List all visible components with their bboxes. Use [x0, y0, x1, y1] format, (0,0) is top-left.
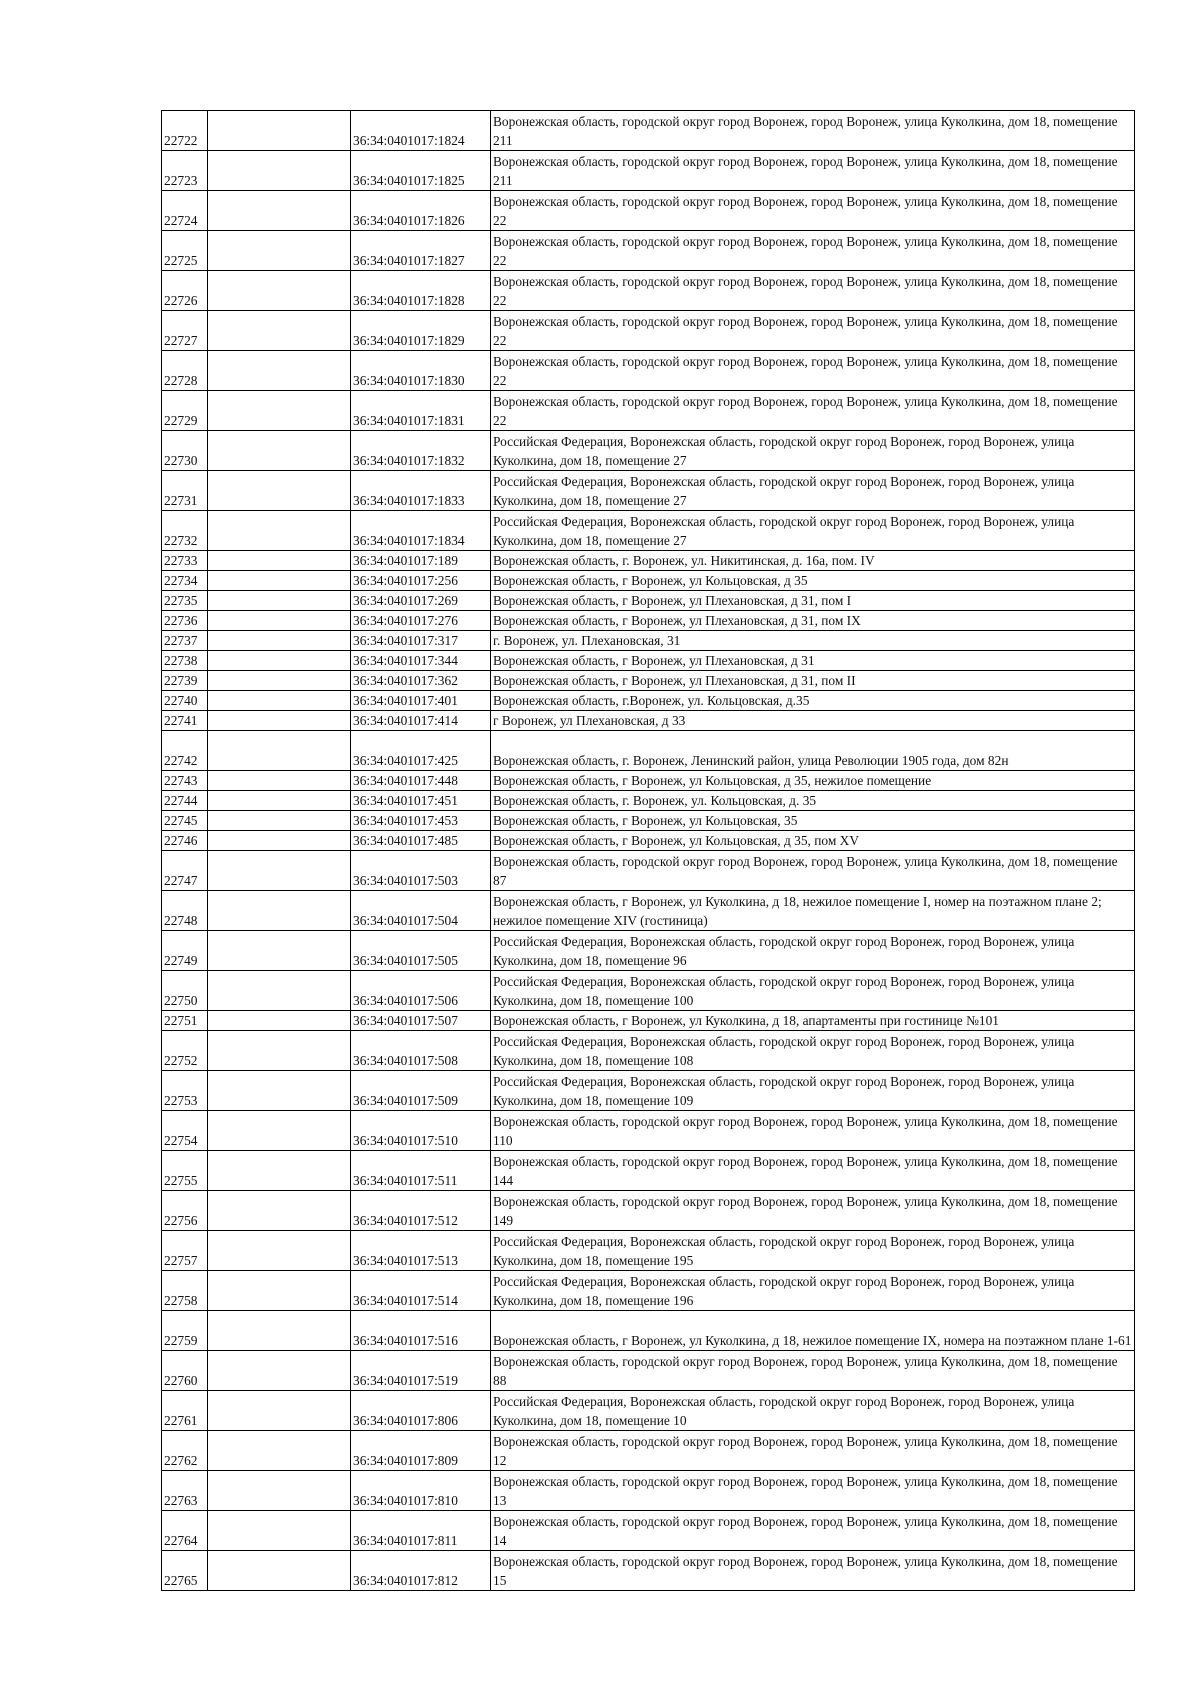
cadastral-number-cell: 36:34:0401017:510 — [351, 1111, 491, 1151]
address-cell: Воронежская область, городской округ город Воронеж, город Воронеж, улица Куколкина, дом 18, помещение 211 — [491, 151, 1135, 191]
cadastral-number-cell: 36:34:0401017:1830 — [351, 351, 491, 391]
cadastral-number-cell: 36:34:0401017:1827 — [351, 231, 491, 271]
cadastral-number-cell: 36:34:0401017:256 — [351, 571, 491, 591]
empty-cell — [208, 931, 351, 971]
address-cell: Воронежская область, городской округ город Воронеж, город Воронеж, улица Куколкина, дом 18, помещение 22 — [491, 231, 1135, 271]
empty-cell — [208, 971, 351, 1011]
registry-table-body — [162, 111, 1135, 1591]
cadastral-number-cell: 36:34:0401017:1829 — [351, 311, 491, 351]
row-number-cell: 22725 — [162, 231, 208, 271]
empty-cell — [208, 1031, 351, 1071]
row-number-cell: 22764 — [162, 1511, 208, 1551]
address-cell: Российская Федерация, Воронежская область, городской округ город Воронеж, город Воронеж, улица Куколкина, дом 18, помещение 109 — [491, 1071, 1135, 1111]
cadastral-number-cell: 36:34:0401017:503 — [351, 851, 491, 891]
table-row — [162, 651, 1135, 671]
empty-cell — [208, 191, 351, 231]
row-number-cell: 22756 — [162, 1191, 208, 1231]
address-cell: Российская Федерация, Воронежская область, городской округ город Воронеж, город Воронеж, улица Куколкина, дом 18, помещение 96 — [491, 931, 1135, 971]
address-cell: Воронежская область, г Воронеж, ул Плехановская, д 31, пом I — [491, 591, 1135, 611]
row-number-cell: 22722 — [162, 111, 208, 151]
empty-cell — [208, 1071, 351, 1111]
table-row — [162, 1111, 1135, 1151]
row-number-cell: 22742 — [162, 731, 208, 771]
row-number-cell: 22753 — [162, 1071, 208, 1111]
cadastral-number-cell: 36:34:0401017:451 — [351, 791, 491, 811]
row-number-cell: 22752 — [162, 1031, 208, 1071]
table-row — [162, 311, 1135, 351]
cadastral-number-cell: 36:34:0401017:514 — [351, 1271, 491, 1311]
table-row — [162, 1011, 1135, 1031]
cadastral-number-cell: 36:34:0401017:504 — [351, 891, 491, 931]
table-row — [162, 351, 1135, 391]
empty-cell — [208, 651, 351, 671]
empty-cell — [208, 351, 351, 391]
table-row — [162, 271, 1135, 311]
empty-cell — [208, 1191, 351, 1231]
row-number-cell: 22724 — [162, 191, 208, 231]
empty-cell — [208, 811, 351, 831]
row-number-cell: 22723 — [162, 151, 208, 191]
cadastral-number-cell: 36:34:0401017:1828 — [351, 271, 491, 311]
row-number-cell: 22750 — [162, 971, 208, 1011]
address-cell: Воронежская область, городской округ город Воронеж, город Воронеж, улица Куколкина, дом 18, помещение 144 — [491, 1151, 1135, 1191]
empty-cell — [208, 1471, 351, 1511]
empty-cell — [208, 631, 351, 651]
cadastral-number-cell: 36:34:0401017:812 — [351, 1551, 491, 1591]
row-number-cell: 22744 — [162, 791, 208, 811]
row-number-cell: 22736 — [162, 611, 208, 631]
cadastral-number-cell: 36:34:0401017:1824 — [351, 111, 491, 151]
row-number-cell: 22739 — [162, 671, 208, 691]
table-row — [162, 1551, 1135, 1591]
empty-cell — [208, 471, 351, 511]
empty-cell — [208, 1151, 351, 1191]
address-cell: Воронежская область, городской округ город Воронеж, город Воронеж, улица Куколкина, дом 18, помещение 211 — [491, 111, 1135, 151]
cadastral-number-cell: 36:34:0401017:508 — [351, 1031, 491, 1071]
cadastral-number-cell: 36:34:0401017:806 — [351, 1391, 491, 1431]
empty-cell — [208, 671, 351, 691]
row-number-cell: 22751 — [162, 1011, 208, 1031]
address-cell: Воронежская область, городской округ город Воронеж, город Воронеж, улица Куколкина, дом 18, помещение 22 — [491, 391, 1135, 431]
empty-cell — [208, 231, 351, 271]
row-number-cell: 22758 — [162, 1271, 208, 1311]
empty-cell — [208, 891, 351, 931]
cadastral-number-cell: 36:34:0401017:269 — [351, 591, 491, 611]
cadastral-number-cell: 36:34:0401017:516 — [351, 1311, 491, 1351]
address-cell: Воронежская область, городской округ город Воронеж, город Воронеж, улица Куколкина, дом 18, помещение 110 — [491, 1111, 1135, 1151]
table-row — [162, 1231, 1135, 1271]
table-row — [162, 1471, 1135, 1511]
address-cell: Воронежская область, г Воронеж, ул Кольцовская, д 35, нежилое помещение — [491, 771, 1135, 791]
cadastral-number-cell: 36:34:0401017:189 — [351, 551, 491, 571]
table-row — [162, 511, 1135, 551]
table-row — [162, 151, 1135, 191]
empty-cell — [208, 591, 351, 611]
address-cell: Воронежская область, г Воронеж, ул Куколкина, д 18, нежилое помещение I, номер на поэтажном плане 2; нежилое помещение XIV (гостиница) — [491, 891, 1135, 931]
address-cell: Воронежская область, г Воронеж, ул Плехановская, д 31 — [491, 651, 1135, 671]
row-number-cell: 22734 — [162, 571, 208, 591]
table-row — [162, 851, 1135, 891]
table-row — [162, 631, 1135, 651]
address-cell: Воронежская область, г Воронеж, ул Кольцовская, 35 — [491, 811, 1135, 831]
table-row — [162, 591, 1135, 611]
empty-cell — [208, 431, 351, 471]
cadastral-number-cell: 36:34:0401017:512 — [351, 1191, 491, 1231]
empty-cell — [208, 1551, 351, 1591]
cadastral-number-cell: 36:34:0401017:276 — [351, 611, 491, 631]
cadastral-number-cell: 36:34:0401017:1825 — [351, 151, 491, 191]
table-row — [162, 691, 1135, 711]
address-cell: Воронежская область, г.Воронеж, ул. Кольцовская, д.35 — [491, 691, 1135, 711]
table-row — [162, 191, 1135, 231]
empty-cell — [208, 691, 351, 711]
empty-cell — [208, 391, 351, 431]
table-row — [162, 671, 1135, 691]
row-number-cell: 22757 — [162, 1231, 208, 1271]
cadastral-number-cell: 36:34:0401017:1832 — [351, 431, 491, 471]
table-row — [162, 1511, 1135, 1551]
address-cell: Воронежская область, городской округ город Воронеж, город Воронеж, улица Куколкина, дом 18, помещение 22 — [491, 271, 1135, 311]
address-cell: Воронежская область, городской округ город Воронеж, город Воронеж, улица Куколкина, дом 18, помещение 12 — [491, 1431, 1135, 1471]
empty-cell — [208, 731, 351, 771]
table-row — [162, 1391, 1135, 1431]
table-row — [162, 1071, 1135, 1111]
address-cell: Воронежская область, городской округ город Воронеж, город Воронеж, улица Куколкина, дом 18, помещение 87 — [491, 851, 1135, 891]
empty-cell — [208, 511, 351, 551]
address-cell: Воронежская область, городской округ город Воронеж, город Воронеж, улица Куколкина, дом 18, помещение 88 — [491, 1351, 1135, 1391]
empty-cell — [208, 1231, 351, 1271]
row-number-cell: 22740 — [162, 691, 208, 711]
empty-cell — [208, 1431, 351, 1471]
row-number-cell: 22760 — [162, 1351, 208, 1391]
address-cell: Воронежская область, г. Воронеж, ул. Кольцовская, д. 35 — [491, 791, 1135, 811]
row-number-cell: 22749 — [162, 931, 208, 971]
table-row — [162, 111, 1135, 151]
row-number-cell: 22729 — [162, 391, 208, 431]
empty-cell — [208, 1111, 351, 1151]
cadastral-number-cell: 36:34:0401017:448 — [351, 771, 491, 791]
row-number-cell: 22765 — [162, 1551, 208, 1591]
empty-cell — [208, 151, 351, 191]
table-row — [162, 771, 1135, 791]
row-number-cell: 22747 — [162, 851, 208, 891]
address-cell: Воронежская область, г. Воронеж, Ленинский район, улица Революции 1905 года, дом 82н — [491, 731, 1135, 771]
row-number-cell: 22738 — [162, 651, 208, 671]
address-cell: Российская Федерация, Воронежская область, городской округ город Воронеж, город Воронеж, улица Куколкина, дом 18, помещение 10 — [491, 1391, 1135, 1431]
address-cell: Воронежская область, г Воронеж, ул Кольцовская, д 35, пом XV — [491, 831, 1135, 851]
row-number-cell: 22762 — [162, 1431, 208, 1471]
empty-cell — [208, 551, 351, 571]
row-number-cell: 22746 — [162, 831, 208, 851]
address-cell: Воронежская область, г Воронеж, ул Куколкина, д 18, нежилое помещение IX, номера на поэтажном плане 1-61 — [491, 1311, 1135, 1351]
table-row — [162, 1191, 1135, 1231]
table-row — [162, 1431, 1135, 1471]
cadastral-number-cell: 36:34:0401017:485 — [351, 831, 491, 851]
cadastral-number-cell: 36:34:0401017:506 — [351, 971, 491, 1011]
address-cell: Воронежская область, городской округ город Воронеж, город Воронеж, улица Куколкина, дом 18, помещение 149 — [491, 1191, 1135, 1231]
table-row — [162, 731, 1135, 771]
empty-cell — [208, 791, 351, 811]
cadastral-number-cell: 36:34:0401017:453 — [351, 811, 491, 831]
table-row — [162, 1351, 1135, 1391]
empty-cell — [208, 1311, 351, 1351]
address-cell: Российская Федерация, Воронежская область, городской округ город Воронеж, город Воронеж, улица Куколкина, дом 18, помещение 196 — [491, 1271, 1135, 1311]
address-cell: г. Воронеж, ул. Плехановская, 31 — [491, 631, 1135, 651]
registry-table — [161, 110, 1135, 1591]
table-row — [162, 891, 1135, 931]
table-row — [162, 831, 1135, 851]
row-number-cell: 22733 — [162, 551, 208, 571]
cadastral-number-cell: 36:34:0401017:1833 — [351, 471, 491, 511]
row-number-cell: 22754 — [162, 1111, 208, 1151]
table-row — [162, 1311, 1135, 1351]
address-cell: Воронежская область, г Воронеж, ул Кольцовская, д 35 — [491, 571, 1135, 591]
row-number-cell: 22743 — [162, 771, 208, 791]
cadastral-number-cell: 36:34:0401017:401 — [351, 691, 491, 711]
table-row — [162, 1271, 1135, 1311]
address-cell: Воронежская область, г. Воронеж, ул. Никитинская, д. 16а, пом. IV — [491, 551, 1135, 571]
address-cell: Российская Федерация, Воронежская область, городской округ город Воронеж, город Воронеж, улица Куколкина, дом 18, помещение 100 — [491, 971, 1135, 1011]
empty-cell — [208, 1511, 351, 1551]
cadastral-number-cell: 36:34:0401017:509 — [351, 1071, 491, 1111]
cadastral-number-cell: 36:34:0401017:344 — [351, 651, 491, 671]
cadastral-number-cell: 36:34:0401017:317 — [351, 631, 491, 651]
empty-cell — [208, 271, 351, 311]
address-cell: Воронежская область, городской округ город Воронеж, город Воронеж, улица Куколкина, дом 18, помещение 13 — [491, 1471, 1135, 1511]
table-row — [162, 611, 1135, 631]
cadastral-number-cell: 36:34:0401017:519 — [351, 1351, 491, 1391]
address-cell: Российская Федерация, Воронежская область, городской округ город Воронеж, город Воронеж, улица Куколкина, дом 18, помещение 108 — [491, 1031, 1135, 1071]
address-cell: Воронежская область, городской округ город Воронеж, город Воронеж, улица Куколкина, дом 18, помещение 22 — [491, 311, 1135, 351]
row-number-cell: 22732 — [162, 511, 208, 551]
address-cell: г Воронеж, ул Плехановская, д 33 — [491, 711, 1135, 731]
row-number-cell: 22748 — [162, 891, 208, 931]
address-cell: Воронежская область, городской округ город Воронеж, город Воронеж, улица Куколкина, дом 18, помещение 22 — [491, 191, 1135, 231]
cadastral-number-cell: 36:34:0401017:511 — [351, 1151, 491, 1191]
row-number-cell: 22731 — [162, 471, 208, 511]
address-cell: Воронежская область, городской округ город Воронеж, город Воронеж, улица Куколкина, дом 18, помещение 15 — [491, 1551, 1135, 1591]
address-cell: Российская Федерация, Воронежская область, городской округ город Воронеж, город Воронеж, улица Куколкина, дом 18, помещение 27 — [491, 471, 1135, 511]
row-number-cell: 22763 — [162, 1471, 208, 1511]
row-number-cell: 22761 — [162, 1391, 208, 1431]
empty-cell — [208, 571, 351, 591]
row-number-cell: 22735 — [162, 591, 208, 611]
empty-cell — [208, 1011, 351, 1031]
cadastral-number-cell: 36:34:0401017:811 — [351, 1511, 491, 1551]
cadastral-number-cell: 36:34:0401017:513 — [351, 1231, 491, 1271]
address-cell: Воронежская область, городской округ город Воронеж, город Воронеж, улица Куколкина, дом 18, помещение 14 — [491, 1511, 1135, 1551]
cadastral-number-cell: 36:34:0401017:1831 — [351, 391, 491, 431]
table-row — [162, 471, 1135, 511]
empty-cell — [208, 1271, 351, 1311]
cadastral-number-cell: 36:34:0401017:809 — [351, 1431, 491, 1471]
cadastral-number-cell: 36:34:0401017:1834 — [351, 511, 491, 551]
empty-cell — [208, 1391, 351, 1431]
empty-cell — [208, 311, 351, 351]
table-row — [162, 1031, 1135, 1071]
table-row — [162, 231, 1135, 271]
empty-cell — [208, 831, 351, 851]
row-number-cell: 22727 — [162, 311, 208, 351]
cadastral-number-cell: 36:34:0401017:425 — [351, 731, 491, 771]
table-row — [162, 791, 1135, 811]
row-number-cell: 22759 — [162, 1311, 208, 1351]
row-number-cell: 22726 — [162, 271, 208, 311]
address-cell: Российская Федерация, Воронежская область, городской округ город Воронеж, город Воронеж, улица Куколкина, дом 18, помещение 27 — [491, 431, 1135, 471]
table-row — [162, 811, 1135, 831]
row-number-cell: 22730 — [162, 431, 208, 471]
table-row — [162, 391, 1135, 431]
address-cell: Воронежская область, г Воронеж, ул Плехановская, д 31, пом II — [491, 671, 1135, 691]
table-row — [162, 931, 1135, 971]
address-cell: Воронежская область, городской округ город Воронеж, город Воронеж, улица Куколкина, дом 18, помещение 22 — [491, 351, 1135, 391]
table-row — [162, 431, 1135, 471]
empty-cell — [208, 111, 351, 151]
cadastral-number-cell: 36:34:0401017:505 — [351, 931, 491, 971]
address-cell: Воронежская область, г Воронеж, ул Куколкина, д 18, апартаменты при гостинице №101 — [491, 1011, 1135, 1031]
row-number-cell: 22737 — [162, 631, 208, 651]
empty-cell — [208, 711, 351, 731]
cadastral-number-cell: 36:34:0401017:1826 — [351, 191, 491, 231]
cadastral-number-cell: 36:34:0401017:507 — [351, 1011, 491, 1031]
table-row — [162, 551, 1135, 571]
empty-cell — [208, 771, 351, 791]
table-row — [162, 571, 1135, 591]
empty-cell — [208, 611, 351, 631]
address-cell: Российская Федерация, Воронежская область, городской округ город Воронеж, город Воронеж, улица Куколкина, дом 18, помещение 27 — [491, 511, 1135, 551]
address-cell: Воронежская область, г Воронеж, ул Плехановская, д 31, пом IX — [491, 611, 1135, 631]
cadastral-number-cell: 36:34:0401017:362 — [351, 671, 491, 691]
cadastral-number-cell: 36:34:0401017:414 — [351, 711, 491, 731]
table-row — [162, 711, 1135, 731]
row-number-cell: 22741 — [162, 711, 208, 731]
table-row — [162, 1151, 1135, 1191]
cadastral-number-cell: 36:34:0401017:810 — [351, 1471, 491, 1511]
empty-cell — [208, 851, 351, 891]
row-number-cell: 22755 — [162, 1151, 208, 1191]
row-number-cell: 22745 — [162, 811, 208, 831]
empty-cell — [208, 1351, 351, 1391]
row-number-cell: 22728 — [162, 351, 208, 391]
table-row — [162, 971, 1135, 1011]
address-cell: Российская Федерация, Воронежская область, городской округ город Воронеж, город Воронеж, улица Куколкина, дом 18, помещение 195 — [491, 1231, 1135, 1271]
